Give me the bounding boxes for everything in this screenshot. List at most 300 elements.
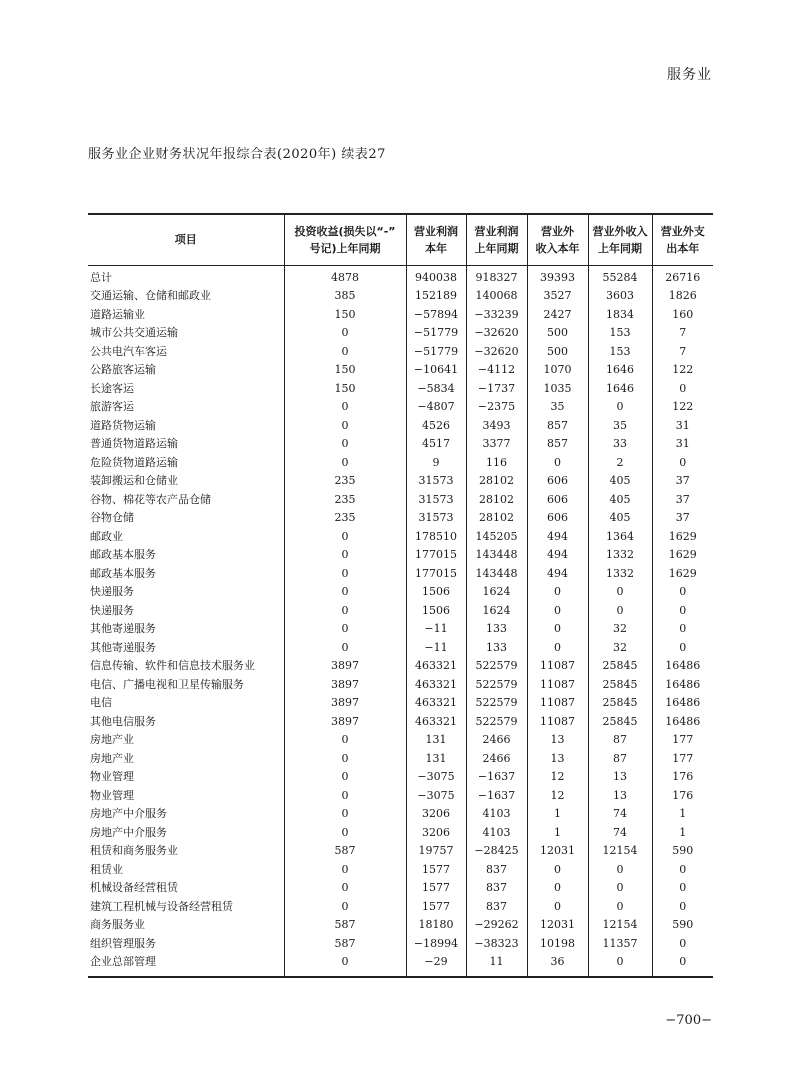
table-row [88,657,713,676]
table-row [88,935,713,954]
column-header: 营业外 收入本年 [527,214,588,265]
table-cell: 177015 [406,546,466,565]
table-cell: 0 [284,398,406,417]
table-cell: 150 [284,380,406,399]
table-row [88,287,713,306]
table-cell: 177 [652,750,713,769]
table-cell: 2466 [466,750,527,769]
table-cell: 606 [527,509,588,528]
table-cell: 463321 [406,694,466,713]
column-header: 营业外支 出本年 [652,214,713,265]
table-cell: 0 [284,861,406,880]
table-cell: 0 [527,898,588,917]
table-cell: 857 [527,417,588,436]
table-cell: 25845 [588,657,652,676]
column-header: 营业利润 本年 [406,214,466,265]
table-row [88,398,713,417]
table-cell: 2 [588,454,652,473]
table-cell: 11087 [527,713,588,732]
table-cell: 0 [527,861,588,880]
table-cell: 7 [652,324,713,343]
table-cell: 0 [652,861,713,880]
table-cell: 0 [652,380,713,399]
table-cell: 122 [652,361,713,380]
table-row [88,435,713,454]
table-cell: 3603 [588,287,652,306]
table-cell: 405 [588,509,652,528]
table-cell: 25845 [588,676,652,695]
table-cell: 0 [284,565,406,584]
column-header: 营业外收入 上年同期 [588,214,652,265]
table-cell: −51779 [406,343,466,362]
table-cell: −10641 [406,361,466,380]
table-cell: 385 [284,287,406,306]
table-cell: −5834 [406,380,466,399]
table-cell: 131 [406,750,466,769]
table-cell: 0 [284,639,406,658]
table-cell: 0 [284,454,406,473]
row-label: 电信、广播电视和卫星传输服务 [90,677,244,691]
table-cell: 587 [284,935,406,954]
table-cell: 0 [652,620,713,639]
table-cell: 500 [527,324,588,343]
table-cell: 0 [284,528,406,547]
row-label: 物业管理 [90,788,134,802]
table-cell: 0 [527,583,588,602]
table-cell: 940038 [406,265,466,287]
table-cell: 0 [652,454,713,473]
row-label: 其他寄递服务 [90,622,156,635]
table-cell: 11087 [527,694,588,713]
table-cell: 16486 [652,694,713,713]
table-row [88,916,713,935]
table-cell: 3206 [406,805,466,824]
table-cell: 12154 [588,842,652,861]
table-cell: 0 [284,898,406,917]
table-cell: 122 [652,398,713,417]
table-cell: 31573 [406,509,466,528]
table-cell: 33 [588,435,652,454]
table-cell: 4103 [466,805,527,824]
row-label: 危险货物道路运输 [90,455,178,469]
table-cell: 28102 [466,472,527,491]
table-cell: −18994 [406,935,466,954]
table-cell: 143448 [466,565,527,584]
table-cell: −2375 [466,398,527,417]
row-label: 总计 [90,270,112,284]
table-cell: 143448 [466,546,527,565]
row-label: 建筑工程机械与设备经营租赁 [90,899,233,913]
row-label: 商务服务业 [90,918,145,931]
row-label: 公共电汽车客运 [90,344,167,358]
table-cell: 522579 [466,694,527,713]
table-cell: 35 [588,417,652,436]
table-cell: 3897 [284,657,406,676]
table-cell: 16486 [652,657,713,676]
table-row [88,454,713,473]
column-header: 营业利润 上年同期 [466,214,527,265]
table-cell: 150 [284,361,406,380]
table-row [88,842,713,861]
table-row [88,953,713,977]
table-cell: 131 [406,731,466,750]
table-cell: 31573 [406,472,466,491]
table-cell: 1646 [588,361,652,380]
table-cell: 0 [588,879,652,898]
table-cell: 12031 [527,842,588,861]
table-cell: 1506 [406,583,466,602]
table-cell: −28425 [466,842,527,861]
table-row [88,824,713,843]
row-label: 信息传输、软件和信息技术服务业 [90,659,255,672]
row-label: 城市公共交通运输 [90,326,178,339]
row-label: 邮政基本服务 [90,548,156,561]
section-label: 服务业 [667,67,712,83]
column-header: 投资收益(损失以“-” 号记)上年同期 [284,214,406,265]
row-label: 长途客运 [90,381,134,395]
table-row [88,861,713,880]
table-cell: 1506 [406,602,466,621]
table-cell: 0 [527,639,588,658]
table-cell: 1 [527,824,588,843]
table-cell: −4807 [406,398,466,417]
table-cell: 4526 [406,417,466,436]
table-cell: 587 [284,842,406,861]
table-cell: 0 [284,824,406,843]
table-cell: 1577 [406,898,466,917]
row-label: 房地产业 [90,733,134,746]
table-cell: 35 [527,398,588,417]
table-cell: 140068 [466,287,527,306]
table-row [88,361,713,380]
table-cell: 176 [652,768,713,787]
table-cell: 1577 [406,879,466,898]
table-cell: 0 [652,953,713,977]
table-cell: 0 [284,768,406,787]
table-cell: 0 [527,454,588,473]
table-cell: 11 [466,953,527,977]
table-cell: 55284 [588,265,652,287]
table-cell: 463321 [406,676,466,695]
row-label: 机械设备经营租赁 [90,881,178,894]
table-row [88,694,713,713]
table-cell: 11357 [588,935,652,954]
table-cell: 0 [284,953,406,977]
table-cell: 13 [527,731,588,750]
table-cell: 235 [284,491,406,510]
table-cell: 0 [588,602,652,621]
table-cell: 1 [652,824,713,843]
row-label: 装卸搬运和仓储业 [90,474,178,487]
row-label: 邮政业 [90,529,123,543]
table-row [88,528,713,547]
table-cell: 177 [652,731,713,750]
table-cell: −29 [406,953,466,977]
table-cell: 463321 [406,657,466,676]
table-cell: 13 [588,768,652,787]
table-cell: 74 [588,805,652,824]
table-cell: 37 [652,509,713,528]
row-label: 旅游客运 [90,400,134,413]
table-cell: 494 [527,565,588,584]
table-cell: 9 [406,454,466,473]
table-row [88,472,713,491]
table-cell: 12031 [527,916,588,935]
table-row [88,324,713,343]
table-cell: 74 [588,824,652,843]
table-cell: 37 [652,491,713,510]
table-cell: 235 [284,509,406,528]
table-cell: 494 [527,546,588,565]
table-cell: −32620 [466,343,527,362]
row-label: 邮政基本服务 [90,566,156,580]
table-cell: 0 [588,583,652,602]
table-cell: 31 [652,435,713,454]
table-cell: 31573 [406,491,466,510]
table-cell: 522579 [466,676,527,695]
financial-table [88,213,713,978]
table-cell: 0 [284,787,406,806]
row-label: 道路运输业 [90,307,145,321]
table-cell: 3897 [284,713,406,732]
table-row [88,898,713,917]
row-label: 谷物仓储 [90,511,134,524]
table-cell: 18180 [406,916,466,935]
financial-table-container [88,213,713,978]
row-label: 房地产中介服务 [90,807,167,820]
table-cell: −3075 [406,768,466,787]
table-cell: −57894 [406,306,466,325]
table-cell: 0 [527,602,588,621]
table-cell: 522579 [466,657,527,676]
row-label: 房地产中介服务 [90,825,167,839]
table-row [88,306,713,325]
row-label: 企业总部管理 [88,953,284,977]
table-cell: 133 [466,620,527,639]
table-cell: 16486 [652,676,713,695]
table-cell: 405 [588,491,652,510]
table-row [88,565,713,584]
table-cell: 26716 [652,265,713,287]
table-cell: 0 [284,879,406,898]
table-cell: 36 [527,953,588,977]
table-cell: 133 [466,639,527,658]
table-cell: 0 [284,417,406,436]
table-cell: −51779 [406,324,466,343]
table-cell: 606 [527,472,588,491]
table-cell: 1 [652,805,713,824]
table-cell: 1826 [652,287,713,306]
row-label: 快递服务 [90,603,134,617]
table-cell: 178510 [406,528,466,547]
table-cell: 0 [284,343,406,362]
row-label: 电信 [90,696,112,709]
table-cell: 3206 [406,824,466,843]
table-cell: 28102 [466,509,527,528]
table-cell: −32620 [466,324,527,343]
table-cell: 3377 [466,435,527,454]
row-label: 道路货物运输 [90,418,156,432]
table-cell: −1737 [466,380,527,399]
table-cell: 12 [527,768,588,787]
table-cell: −38323 [466,935,527,954]
table-row [88,750,713,769]
row-label: 谷物、棉花等农产品仓储 [90,492,211,506]
table-cell: 4103 [466,824,527,843]
page-number: −700− [665,1013,712,1028]
table-row [88,546,713,565]
table-cell: 11087 [527,657,588,676]
table-cell: 0 [652,639,713,658]
table-cell: 0 [652,935,713,954]
table-cell: 0 [588,898,652,917]
table-row [88,265,713,287]
table-cell: 1364 [588,528,652,547]
table-cell: 28102 [466,491,527,510]
row-label: 物业管理 [90,770,134,783]
table-cell: 4517 [406,435,466,454]
table-cell: 0 [284,731,406,750]
row-label: 普通货物道路运输 [90,437,178,450]
table-cell: 606 [527,491,588,510]
table-cell: 13 [527,750,588,769]
table-cell: 1624 [466,583,527,602]
table-title: 服务业企业财务状况年报综合表(2020年) 续表27 [88,147,386,162]
table-row [88,713,713,732]
table-cell: 405 [588,472,652,491]
table-cell: 7 [652,343,713,362]
table-cell: 150 [284,306,406,325]
table-cell: 0 [284,583,406,602]
table-cell: −3075 [406,787,466,806]
table-cell: 2466 [466,731,527,750]
table-row [88,380,713,399]
table-cell: −11 [406,620,466,639]
table-cell: −1637 [466,787,527,806]
table-row [88,787,713,806]
table-cell: 837 [466,898,527,917]
table-cell: −11 [406,639,466,658]
row-label: 组织管理服务 [90,936,156,950]
table-cell: 1577 [406,861,466,880]
table-row [88,805,713,824]
table-cell: 0 [588,953,652,977]
row-label: 房地产业 [90,751,134,765]
table-cell: 16486 [652,713,713,732]
table-row [88,491,713,510]
table-cell: 857 [527,435,588,454]
table-cell: 500 [527,343,588,362]
table-cell: 463321 [406,713,466,732]
table-cell: 1 [527,805,588,824]
table-cell: 39393 [527,265,588,287]
row-label: 公路旅客运输 [90,363,156,376]
table-cell: −4112 [466,361,527,380]
table-cell: 12 [527,787,588,806]
table-row [88,879,713,898]
table-cell: 0 [588,398,652,417]
table-cell: 25845 [588,713,652,732]
table-body [88,265,713,977]
table-row [88,343,713,362]
table-cell: 87 [588,750,652,769]
table-cell: 1629 [652,546,713,565]
table-cell: 3897 [284,694,406,713]
row-label: 租赁和商务服务业 [90,844,178,857]
table-cell: 0 [527,879,588,898]
table-cell: 0 [588,861,652,880]
table-cell: 32 [588,620,652,639]
row-label: 其他电信服务 [90,714,156,728]
table-cell: 1629 [652,565,713,584]
table-cell: 12154 [588,916,652,935]
table-header-row [88,214,713,265]
row-label: 快递服务 [90,585,134,598]
column-header: 项目 [88,214,284,265]
table-cell: 4878 [284,265,406,287]
table-cell: 1629 [652,528,713,547]
table-row [88,602,713,621]
table-cell: 235 [284,472,406,491]
table-cell: 176 [652,787,713,806]
table-cell: 590 [652,916,713,935]
table-row [88,417,713,436]
table-cell: 25845 [588,694,652,713]
table-cell: 152189 [406,287,466,306]
table-cell: 918327 [466,265,527,287]
row-label: 交通运输、仓储和邮政业 [90,289,211,302]
table-cell: 153 [588,324,652,343]
table-cell: 177015 [406,565,466,584]
table-cell: 2427 [527,306,588,325]
table-cell: −33239 [466,306,527,325]
table-cell: 11087 [527,676,588,695]
table-cell: 87 [588,731,652,750]
table-cell: 0 [652,583,713,602]
table-cell: 153 [588,343,652,362]
table-cell: 3527 [527,287,588,306]
table-cell: 19757 [406,842,466,861]
table-cell: 837 [466,861,527,880]
table-cell: 0 [284,805,406,824]
table-cell: 1834 [588,306,652,325]
table-row [88,639,713,658]
table-cell: 522579 [466,713,527,732]
table-cell: 1646 [588,380,652,399]
row-label: 租赁业 [90,862,123,876]
table-row [88,583,713,602]
table-cell: 0 [652,602,713,621]
table-cell: 3493 [466,417,527,436]
table-cell: 1624 [466,602,527,621]
table-row [88,731,713,750]
table-cell: 1035 [527,380,588,399]
table-cell: 160 [652,306,713,325]
table-cell: 37 [652,472,713,491]
table-cell: −1637 [466,768,527,787]
table-cell: 1070 [527,361,588,380]
table-cell: 1332 [588,565,652,584]
table-cell: 0 [652,879,713,898]
table-cell: 13 [588,787,652,806]
table-cell: 145205 [466,528,527,547]
table-cell: 0 [284,546,406,565]
table-cell: 587 [284,916,406,935]
table-cell: 0 [652,898,713,917]
table-cell: 0 [284,435,406,454]
table-cell: 0 [527,620,588,639]
table-cell: 10198 [527,935,588,954]
